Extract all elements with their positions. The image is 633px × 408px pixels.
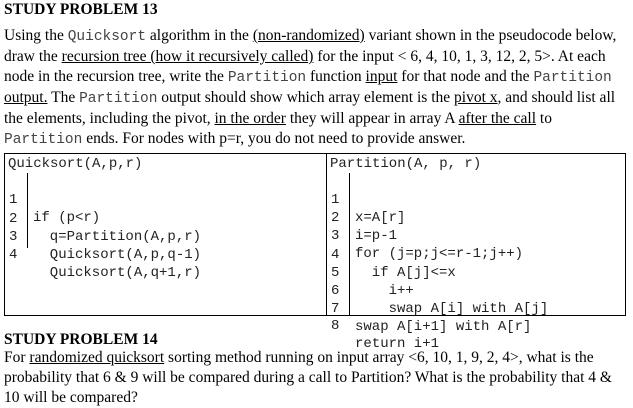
- line-number: 3: [9, 229, 18, 245]
- line-number: 7: [331, 301, 340, 317]
- code-text: i++: [355, 283, 414, 299]
- code-text: i=p-1: [355, 228, 398, 244]
- line-number: 4: [331, 247, 340, 263]
- line-number: 4: [9, 247, 18, 263]
- code-text: q=Partition(A,p,r): [33, 229, 202, 245]
- code-text: swap A[i] with A[j]: [355, 301, 549, 317]
- partition-header: Partition(A, p, r): [330, 156, 482, 172]
- line-number: 3: [331, 228, 340, 244]
- problem-13-heading: STUDY PROBLEM 13: [4, 1, 158, 18]
- code-text: if (p<r): [33, 210, 101, 226]
- line-number: 8: [331, 318, 340, 334]
- partition-column: [327, 154, 625, 352]
- problem-14-text: For randomized quicksort sorting method running on input array <6, 10, 1, 9, 2, 4>, what is the probability that 6 & 9 will be compared during a call to Partition? What is the probability that 4 & 10 will be compared?: [4, 349, 612, 406]
- line-number: 5: [331, 265, 340, 281]
- partition-line: [327, 299, 440, 352]
- code-text: return i+1: [355, 336, 440, 352]
- code-text: x=A[r]: [355, 210, 406, 226]
- line-number: 1: [331, 192, 340, 208]
- quicksort-header: Quicksort(A,p,r): [8, 156, 143, 172]
- code-text: if A[j]<=x: [355, 265, 456, 281]
- quicksort-column: [5, 154, 327, 315]
- line-number: 2: [9, 211, 18, 227]
- quicksort-line: [5, 173, 101, 226]
- line-number: 6: [331, 283, 340, 299]
- code-text: for (j=p;j<=r-1;j++): [355, 246, 524, 262]
- code-text: swap A[i+1] with A[r]: [355, 319, 532, 335]
- code-text: Quicksort(A,p,q-1): [33, 247, 202, 263]
- line-number: 2: [331, 210, 340, 226]
- problem-14-heading: STUDY PROBLEM 14: [4, 331, 158, 348]
- code-text: Quicksort(A,q+1,r): [33, 265, 202, 281]
- line-number: 1: [9, 192, 18, 208]
- partition-line: [327, 173, 406, 226]
- problem-13-text: Using the Quicksort algorithm in the (non-randomized) variant shown in the pseudocode below, draw the recursion tree (how it recursively called) for the input < 6, 4, 10, 1, 3, 12, 2, 5>. At each node in the recursion tree, write the Partition function input for that node and the Partition output. The Partition output should show which array element is the pivot x, and should list all the elements, including the pivot, in the order they will appear in array A after the call to Partition ends. For nodes with p=r, you do not need to provide answer.: [4, 27, 617, 148]
